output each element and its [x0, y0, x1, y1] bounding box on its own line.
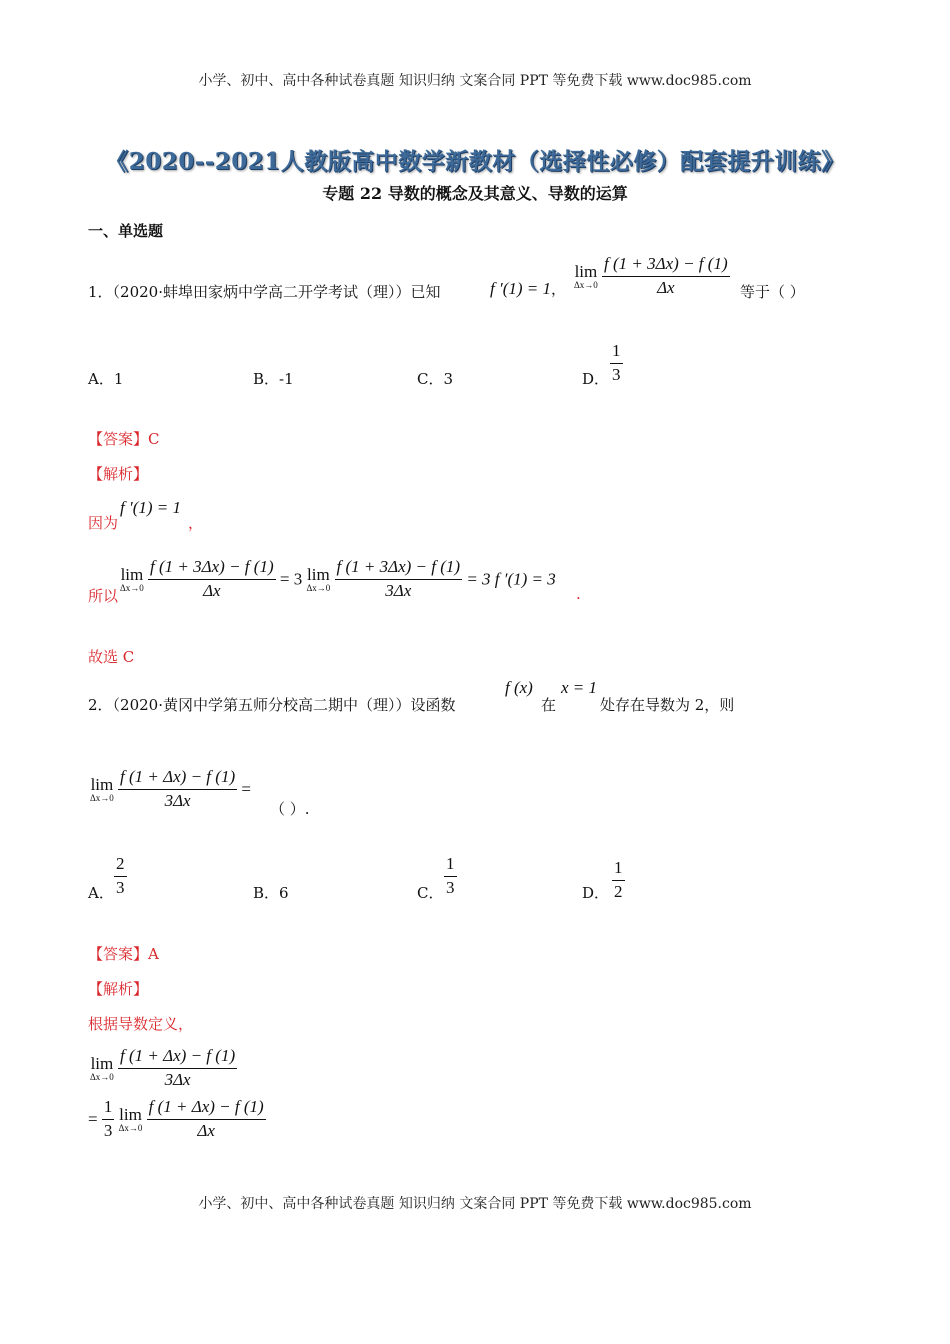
q1-deriv-lim-1-word: lim	[120, 564, 144, 584]
q1-deriv-lim-1	[120, 566, 144, 593]
q1-option-a: A．1	[88, 370, 124, 388]
q1-choose: 故选 C	[88, 648, 135, 666]
q1-because: 因为	[88, 514, 119, 532]
q2-by-definition: 根据导数定义，	[88, 1015, 194, 1033]
q1-deriv-eq-1: = 3	[279, 569, 303, 589]
q2-step-1	[90, 1045, 237, 1092]
q1-option-d-den: 3	[612, 364, 621, 384]
q2-step-2-coef-num: 1	[102, 1096, 115, 1120]
q2-lim-operator	[90, 776, 114, 803]
q1-deriv-lim-2	[306, 566, 330, 593]
q1-option-d-value	[610, 340, 623, 387]
q1-deriv-eq-3: = 3 f ′(1) = 3	[466, 569, 556, 589]
q2-stem: 2．（2020·黄冈中学第五师分校高二期中（理））设函数	[88, 696, 456, 714]
q1-answer: 【答案】C	[88, 430, 160, 448]
q1-deriv-frac-2	[335, 556, 463, 603]
q1-option-d-num: 1	[610, 340, 623, 364]
q1-lim-sub: Δx→0	[574, 279, 598, 290]
q1-stem: 1．（2020·蚌埠田家炳中学高二开学考试（理））已知	[88, 283, 441, 301]
q1-deriv-frac-1	[148, 556, 276, 603]
q1-frac-den: Δx	[657, 277, 675, 297]
q1-option-c: C．3	[417, 370, 454, 388]
q2-step-2-lim-sub: Δx→0	[118, 1122, 143, 1133]
q2-limit-expression	[90, 766, 251, 813]
q2-fx: f (x)	[505, 678, 533, 697]
q2-tail: 处存在导数为 2，则	[600, 696, 735, 714]
q2-option-c-label: C．	[417, 884, 444, 902]
page-footer: 小学、初中、高中各种试卷真题 知识归纳 文案合同 PPT 等免费下载 www.doc985.com	[198, 1196, 752, 1212]
q2-step-2-coef-den: 3	[103, 1120, 113, 1140]
q2-frac-den: 3Δx	[164, 790, 191, 810]
document-title: 《2020--2021人教版高中数学新教材（选择性必修）配套提升训练》	[105, 148, 845, 175]
q1-period: .	[576, 585, 581, 603]
q2-option-a-num: 2	[114, 853, 127, 877]
document-subtitle: 专题 22 导数的概念及其意义、导数的运算	[322, 184, 628, 203]
q2-option-c-den: 3	[446, 877, 455, 897]
q1-because-comma: ，	[188, 514, 204, 532]
q1-tail: 等于（ ）	[740, 283, 805, 301]
q1-limit-expression	[574, 253, 730, 300]
q1-condition-expr: f ′(1) = 1	[490, 279, 551, 298]
q2-at: 在	[541, 696, 557, 714]
q1-deriv-lim-2-sub: Δx→0	[306, 582, 331, 593]
q1-comma: ，	[551, 282, 567, 298]
q2-step-2-coef	[102, 1096, 115, 1143]
q1-so: 所以	[88, 587, 119, 605]
q2-option-a-value	[114, 853, 127, 900]
q2-step-2-lim	[119, 1106, 143, 1133]
q1-because-expr	[120, 498, 181, 518]
q1-fraction	[602, 253, 730, 300]
q1-option-b: B．-1	[253, 370, 294, 388]
q2-option-d-value	[612, 857, 625, 904]
q1-deriv-lim-1-sub: Δx→0	[120, 582, 144, 593]
q1-deriv-frac-2-num: f (1 + 3Δx) − f (1)	[335, 556, 463, 580]
q1-condition	[490, 278, 566, 299]
q2-option-c-value	[444, 853, 457, 900]
q2-option-b: B．6	[253, 884, 289, 902]
q2-step-1-fraction	[118, 1045, 237, 1092]
q2-step-1-lim	[90, 1055, 114, 1082]
q2-step-2-eq: =	[88, 1109, 98, 1129]
q1-analysis-label: 【解析】	[88, 465, 149, 483]
q1-derivation	[120, 556, 556, 603]
q2-option-d-label: D．	[582, 884, 610, 902]
q1-lim-operator	[574, 263, 598, 290]
q2-option-a-den: 3	[116, 877, 125, 897]
q1-deriv-frac-2-den: 3Δx	[385, 580, 412, 600]
q2-frac-num: f (1 + Δx) − f (1)	[118, 766, 237, 790]
q2-lim-word: lim	[90, 774, 114, 794]
q2-eq-tail: =	[241, 779, 251, 799]
q2-step-1-num: f (1 + Δx) − f (1)	[118, 1045, 237, 1069]
q2-option-a-label: A．	[88, 884, 114, 902]
q2-step-1-lim-word: lim	[90, 1053, 114, 1073]
q2-option-d-num: 1	[612, 857, 625, 881]
q2-step-2	[88, 1096, 266, 1143]
section-heading: 一、单选题	[88, 222, 164, 240]
q2-option-c-num: 1	[444, 853, 457, 877]
q1-deriv-lim-2-word: lim	[307, 564, 330, 584]
q2-x-eq: x = 1	[561, 678, 598, 697]
page-header: 小学、初中、高中各种试卷真题 知识归纳 文案合同 PPT 等免费下载 www.doc985.com	[198, 73, 752, 89]
q1-because-formula: f ′(1) = 1	[120, 498, 181, 517]
q1-frac-num: f (1 + 3Δx) − f (1)	[602, 253, 730, 277]
q2-step-2-num: f (1 + Δx) − f (1)	[147, 1096, 266, 1120]
q2-step-1-den: 3Δx	[164, 1069, 191, 1089]
q2-analysis-label: 【解析】	[88, 980, 149, 998]
q2-lim-sub: Δx→0	[90, 792, 114, 803]
q2-paren: （ ）.	[270, 800, 310, 818]
q2-step-2-lim-word: lim	[119, 1104, 142, 1124]
q1-deriv-frac-1-den: Δx	[203, 580, 221, 600]
q2-option-d-den: 2	[614, 881, 623, 901]
q2-step-2-fraction	[147, 1096, 266, 1143]
q1-lim-word: lim	[574, 261, 598, 281]
q1-deriv-frac-1-num: f (1 + 3Δx) − f (1)	[148, 556, 276, 580]
q2-step-1-lim-sub: Δx→0	[90, 1071, 114, 1082]
q2-fraction	[118, 766, 237, 813]
q2-answer: 【答案】A	[88, 945, 159, 963]
q2-step-2-den: Δx	[197, 1120, 215, 1140]
q1-option-d-label: D．	[582, 370, 610, 388]
